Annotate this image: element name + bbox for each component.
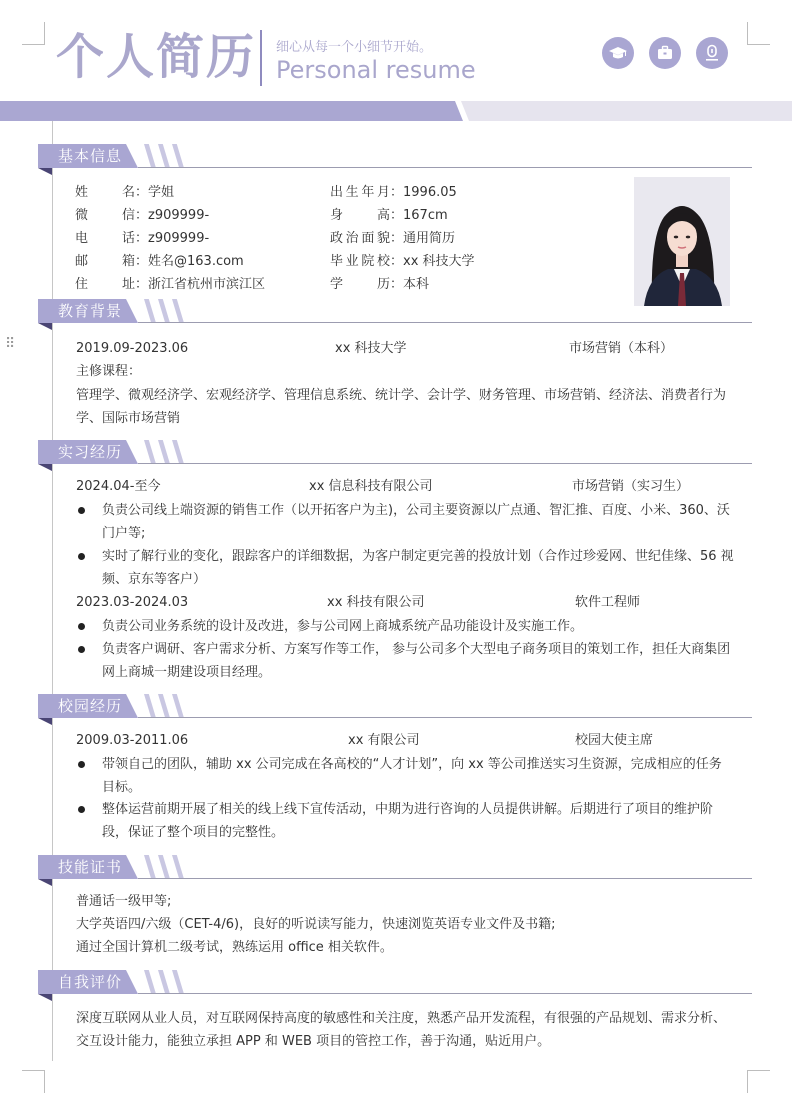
job-role: 软件工程师 xyxy=(575,595,641,610)
edu-school: xx 科技大学 xyxy=(335,341,407,356)
corner-mark xyxy=(22,22,45,45)
job-bullet: 实时了解行业的变化，跟踪客户的详细数据，为客户制定更完善的投放计划（合作过珍爱网、世纪佳缘、56 视频、京东等客户） xyxy=(74,545,734,591)
edu-date: 2019.09-2023.06 xyxy=(76,341,189,356)
info-name: 姓名：学姐 xyxy=(75,185,175,200)
profile-photo xyxy=(634,177,730,306)
section-title: 实习经历 xyxy=(58,443,123,461)
section-title: 校园经历 xyxy=(58,697,123,715)
campus-bullet: 整体运营前期开展了相关的线上线下宣传活动，中期为进行咨询的人员提供讲解。后期进行了项目的维护阶段，保证了整个项目的完整性。 xyxy=(74,798,734,844)
corner-mark xyxy=(747,22,770,45)
skill-item: 通过全国计算机二级考试，熟练运用 office 相关软件。 xyxy=(76,940,393,955)
timeline-line xyxy=(52,121,53,1061)
title-divider xyxy=(260,30,262,86)
job-date: 2024.04-至今 xyxy=(76,479,161,494)
briefcase-icon xyxy=(649,37,681,69)
self-evaluation: 深度互联网从业人员，对互联网保持高度的敏感性和关注度，熟悉产品开发流程，有很强的产品规划、需求分析、交互设计能力，能独立承担 APP 和 WEB 项目的管控工作，善于沟通，贴近用户。 xyxy=(76,1011,727,1049)
info-address: 住址：浙江省杭州市滨江区 xyxy=(75,277,266,292)
badge-icon xyxy=(696,37,728,69)
section-header-basic xyxy=(38,144,752,168)
section-header-education xyxy=(38,299,752,323)
job-bullet: 负责客户调研、客户需求分析、方案写作等工作， 参与公司多个大型电子商务项目的策划工作，担任大商集团网上商城一期建设项目经理。 xyxy=(74,638,734,684)
section-title: 自我评价 xyxy=(58,973,123,991)
header-band xyxy=(0,101,792,121)
section-header-self xyxy=(38,970,752,994)
graduation-cap-icon xyxy=(602,37,634,69)
job-company: xx 科技有限公司 xyxy=(327,595,425,610)
resume-subtitle: Personal resume xyxy=(276,56,476,84)
campus-date: 2009.03-2011.06 xyxy=(76,733,189,748)
campus-company: xx 有限公司 xyxy=(348,733,420,748)
info-phone: 电话：z909999- xyxy=(75,231,210,246)
section-header-internship xyxy=(38,440,752,464)
resume-title: 个人简历 xyxy=(56,29,257,85)
info-height: 身高：167cm xyxy=(330,208,448,223)
section-header-skills xyxy=(38,855,752,879)
job-bullet: 负责公司线上端资源的销售工作（以开拓客户为主)，公司主要资源以广点通、智汇推、百度、小米、360、沃门户等; xyxy=(74,499,734,545)
section-title: 基本信息 xyxy=(58,147,123,165)
job-bullet: 负责公司业务系统的设计及改进，参与公司网上商城系统产品功能设计及实施工作。 xyxy=(74,615,734,638)
corner-mark xyxy=(747,1070,770,1093)
skill-item: 大学英语四/六级（CET-4/6)，良好的听说读写能力，快速浏览英语专业文件及书籍; xyxy=(76,917,556,932)
info-wechat: 微信：z909999- xyxy=(75,208,210,223)
job-date: 2023.03-2024.03 xyxy=(76,595,189,610)
section-title: 技能证书 xyxy=(58,858,123,876)
slogan: 细心从每一个小细节开始。 xyxy=(276,40,433,55)
section-title: 教育背景 xyxy=(58,302,123,320)
info-email: 邮箱：姓名@163.com xyxy=(75,254,244,269)
info-political: 政治面貌：通用简历 xyxy=(330,231,456,246)
campus-role: 校园大使主席 xyxy=(575,733,654,748)
job-company: xx 信息科技有限公司 xyxy=(309,479,433,494)
drag-handle-icon[interactable]: ⠿ xyxy=(5,336,16,352)
info-birth: 出生年月：1996.05 xyxy=(330,185,457,200)
skill-item: 普通话一级甲等; xyxy=(76,894,172,909)
edu-major: 市场营销（本科） xyxy=(569,341,674,356)
info-degree: 学历：本科 xyxy=(330,277,430,292)
courses-label: 主修课程： xyxy=(76,364,142,379)
campus-bullet: 带领自己的团队，辅助 xx 公司完成在各高校的“人才计划”，向 xx 等公司推送实习生资源，完成相应的任务目标。 xyxy=(74,753,734,799)
job-role: 市场营销（实习生） xyxy=(572,479,690,494)
corner-mark xyxy=(22,1070,45,1093)
info-school: 毕业院校：xx 科技大学 xyxy=(330,254,475,269)
courses-text: 管理学、微观经济学、宏观经济学、管理信息系统、统计学、会计学、财务管理、市场营销、经济法、消费者行为学、国际市场营销 xyxy=(76,388,727,426)
section-header-campus xyxy=(38,694,752,718)
